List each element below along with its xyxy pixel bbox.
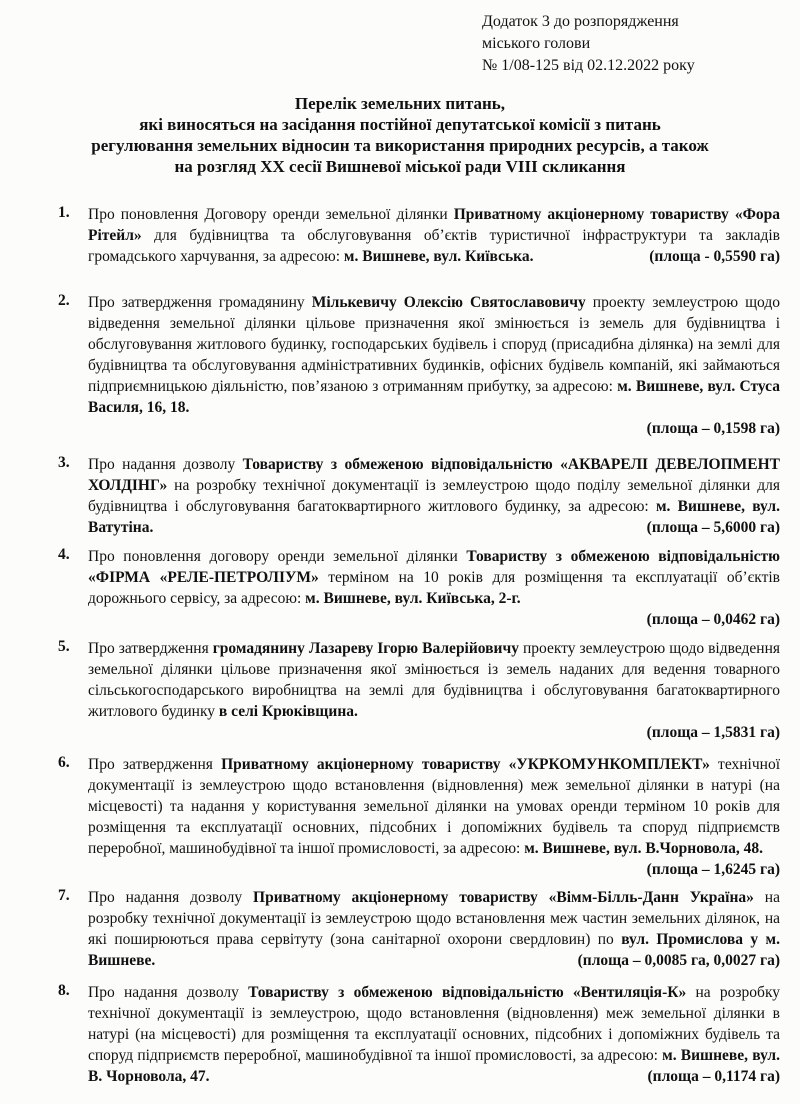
item-address: м. Вишневе, вул. В.Чорновола, 48.	[524, 840, 763, 857]
title-line-3: регулювання земельних відносин та використання природних ресурсів, а також	[91, 136, 709, 155]
item-number: 6.	[58, 754, 70, 771]
item-area: (площа – 0,0462 га)	[646, 611, 780, 628]
item-text-part: проекту землеустрою щодо відведення земельної ділянки цільове призначення якої змінюється із земель наданих для ведення товарного сільськогосподарського виробництва на землі для будівництва і обслуговування багатоквартирного житлового будинку	[88, 640, 781, 720]
item-area: (площа – 1,5831 га)	[646, 724, 780, 741]
item-entity: Товариству з обмеженою відповідальністю «АКВАРЕЛІ ДЕВЕЛОПМЕНТ ХОЛДІНГ»	[88, 456, 780, 494]
item-entity: громадянину Лазареву Ігорю Валерійовичу	[212, 640, 519, 657]
item-number: 1.	[58, 204, 70, 221]
item-text-part: Про поновлення договору оренди земельної ділянки	[88, 548, 467, 565]
item-text	[88, 887, 780, 971]
item-address: м. Вишневе, вул. Київська, 2-г.	[305, 590, 521, 607]
item-text-part: Про затвердження	[88, 640, 213, 657]
item-text	[88, 638, 780, 743]
list-item	[58, 454, 780, 538]
item-text-part: для будівництва та обслуговування об’єктів туристичної інфраструктури та закладів громадського харчування, за адресою:	[88, 227, 780, 265]
item-number: 4.	[58, 546, 70, 563]
item-text-part: Про поновлення Договору оренди земельної ділянки	[88, 206, 454, 223]
item-text	[88, 454, 780, 538]
item-text-part: технічної документації із землеустрою щодо встановлення (відновлення) меж земельної ділянки в натурі (на місцевості) та надання у користування земельної ділянки на умовах оренди терміном 10 років для розміщення та експлуатації основних, підсобних і допоміжних будівель та споруд підприємств переробної, машинобудівної та іншої промисловості, за адресою:	[88, 756, 780, 857]
list-item	[58, 546, 780, 630]
item-text-part: проекту землеустрою щодо відведення земельної ділянки цільове призначення якої змінюється із земель для будівництва і обслуговування житлового будинку, господарських будівель і споруд (присадибна ділянка) на землі для будівництва та обслуговування адміністративних будинків, офісних будівель компаній, які займаються підприємницькою діяльністю, пов’язаною з отриманням прибутку, за адресою:	[88, 294, 780, 395]
item-entity: Приватному акціонерному товариству «УКРКОМУНКОМПЛЕКТ»	[221, 756, 710, 773]
item-text-part: на розробку технічної документації із землеустрою щодо встановлення меж частин земельних ділянок, на які поширюються права сервітуту (зона санітарної охорони свердловин) по	[88, 889, 780, 948]
list-item	[58, 204, 780, 267]
list-item	[58, 887, 780, 971]
item-area: (площа – 0,1174 га)	[647, 1068, 780, 1085]
item-area: (площа – 1,6245 га)	[646, 861, 780, 878]
item-text-part: на розробку технічної документації із землеустрою, щодо встановлення (відновлення) меж земельної ділянки в натурі (на місцевості) для розміщення та експлуатації основних, підсобних і допоміжних будівель та споруд підприємств переробної, машинобудівної та іншої промисловості, за адресою:	[88, 984, 780, 1064]
item-number: 3.	[58, 454, 70, 471]
list-item	[58, 292, 780, 439]
item-text-part: на розробку технічної документації із землеустрою щодо поділу земельної ділянки для будівництва і обслуговування багатоквартирного житлового будинку, за адресою:	[88, 477, 780, 515]
item-address: вул. Промислова у м. Вишневе.	[88, 931, 780, 969]
item-text-part: терміном на 10 років для розміщення та експлуатації об’єктів дорожнього сервісу, за адресою:	[88, 569, 780, 607]
item-entity: Приватному акціонерному товариству «Фора Рітейл»	[88, 206, 781, 244]
item-number: 8.	[58, 982, 70, 999]
item-text	[88, 754, 780, 880]
title-line-1: Перелік земельних питань,	[294, 94, 506, 113]
item-entity: Мількевичу Олексію Святославовичу	[311, 294, 586, 311]
list-item	[58, 638, 780, 743]
title-line-4: на розгляд XX сесії Вишневої міської ради VIII скликання	[174, 157, 626, 176]
annex-line-2: міського голови	[482, 35, 591, 52]
item-area: (площа – 0,0085 га, 0,0027 га)	[577, 952, 780, 969]
title-line-2: які виносяться на засідання постійної депутатської комісії з питань	[139, 115, 661, 134]
item-address: в селі Крюківщина.	[218, 703, 358, 720]
item-area: (площа – 5,6000 га)	[646, 519, 780, 536]
list-item	[58, 754, 780, 880]
item-area: (площа - 0,5590 га)	[649, 248, 780, 265]
item-text-part: Про надання дозволу	[88, 456, 243, 473]
item-text	[88, 982, 780, 1087]
item-text-part: Про затвердження	[88, 756, 222, 773]
item-address: м. Вишневе, вул. Київська.	[343, 248, 534, 265]
item-entity: Товариству з обмеженою відповідальністю «Вентиляція-К»	[248, 984, 687, 1001]
item-number: 2.	[58, 292, 70, 309]
item-text-part: Про надання дозволу	[88, 984, 249, 1001]
item-text-part: Про надання дозволу	[88, 889, 254, 906]
annex-header	[482, 11, 695, 77]
item-number: 5.	[58, 638, 70, 655]
item-address: м. Вишневе, вул. Стуса Василя, 16, 18.	[88, 378, 780, 416]
item-entity: Приватному акціонерному товариству «Вімм-Білль-Данн Україна»	[253, 889, 754, 906]
item-text	[88, 546, 780, 630]
item-number: 7.	[58, 887, 70, 904]
item-text	[88, 204, 780, 267]
document-title	[20, 93, 780, 177]
item-address: м. Вишневе, вул. Ватутіна.	[88, 498, 780, 536]
item-entity: Товариству з обмеженою відповідальністю «ФІРМА «РЕЛЕ-ПЕТРОЛІУМ»	[88, 548, 780, 586]
item-area: (площа – 0,1598 га)	[646, 420, 780, 437]
item-address: м. Вишневе, вул. В. Чорновола, 47.	[88, 1047, 781, 1085]
annex-line-1: Додаток 3 до розпорядження	[482, 13, 679, 30]
item-text-part: Про затвердження громадянину	[88, 294, 312, 311]
list-item	[58, 982, 780, 1087]
annex-line-3: № 1/08-125 від 02.12.2022 року	[482, 57, 695, 74]
item-text	[88, 292, 780, 439]
